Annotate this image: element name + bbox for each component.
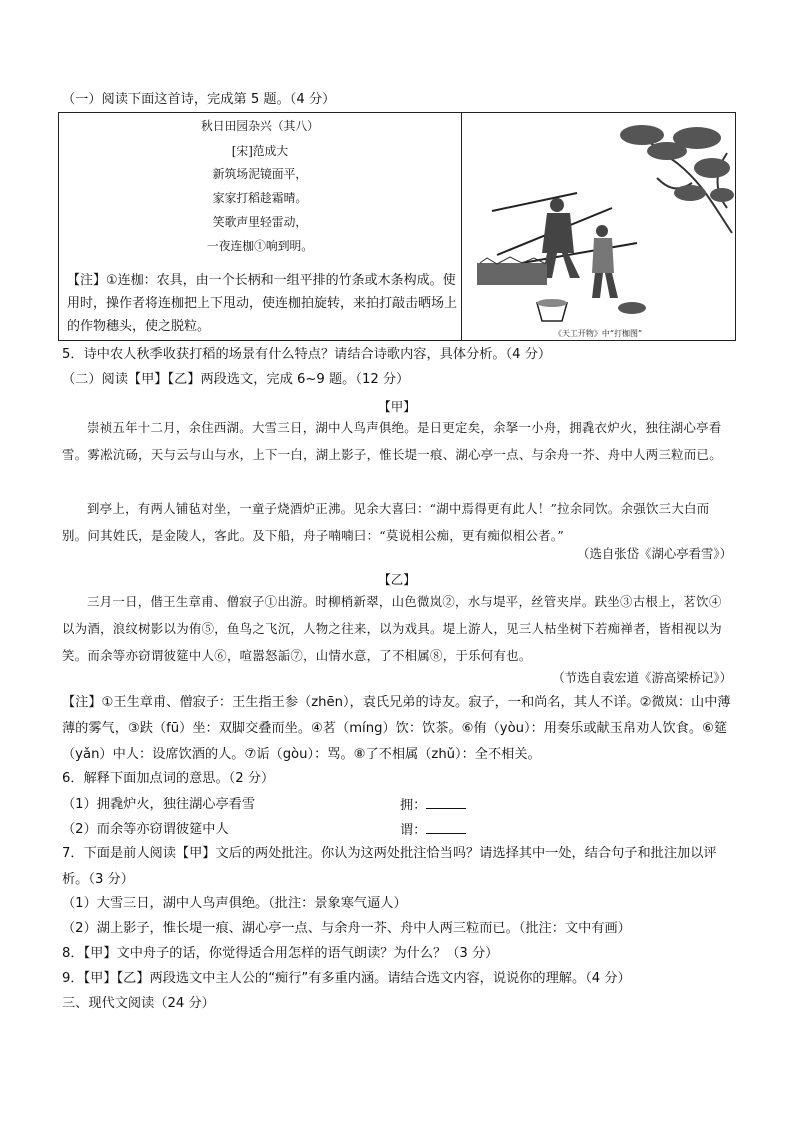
poem-line: 一夜连枷①响到明。 — [206, 239, 314, 253]
question-7: 7．下面是前人阅读【甲】文后的两处批注。你认为这两处批注恰当吗？请选择其中一处，结合句子和批注加以评析。（3 分） — [62, 846, 717, 887]
q6-answer-2 — [400, 821, 466, 840]
illustration — [462, 113, 735, 340]
passage-notes: 【注】①王生章甫、僧寂子：王生指王参（zhēn），袁氏兄弟的诗友。寂子，一和尚名，其人不详。②微岚：山中薄薄的雾气，③趺（fū）坐：双脚交叠而坐。④茗（míng）饮：饮茶。⑥侑（yòu）：用奏乐或献玉帛劝人饮食。⑥筵（yǎn）中人：设席饮酒的人。⑦诟（gòu）：骂。⑧了不相属（zhǔ）：全不相关。 — [62, 695, 731, 762]
passage-jia-p1: 崇祯五年十二月，余住西湖。大雪三日，湖中人鸟声俱绝。是日更定矣，余拏一小舟，拥毳衣炉火，独往湖心亭看雪。雾凇沆砀，天与云与山与水，上下一白，湖上影子，惟长堤一痕、湖心亭一点、与余舟一芥、舟中人两三粒而已。 — [62, 420, 722, 462]
poem-author: [宋]范成大 — [231, 144, 289, 158]
answer-blank[interactable] — [426, 796, 466, 809]
passage-jia-label: 【甲】 — [378, 399, 416, 414]
passage-yi-label: 【乙】 — [378, 572, 416, 587]
section2-heading: （二）阅读【甲】【乙】两段选文，完成 6~9 题。（12 分） — [62, 372, 410, 387]
q6-answer-label: 拥： — [400, 798, 427, 813]
poem-cell — [59, 113, 461, 340]
q7-item-2: （2）湖上影子，惟长堤一痕、湖心亭一点、与余舟一芥、舟中人两三粒而已。（批注：文中有画） — [62, 921, 631, 936]
threshing-illustration — [462, 113, 735, 340]
q6-answer-1 — [400, 796, 466, 815]
answer-blank[interactable] — [426, 821, 466, 834]
poem-title: 秋日田园杂兴（其八） — [201, 119, 319, 133]
question-5: 5．诗中农人秋季收获打稻的场景有什么特点？请结合诗歌内容，具体分析。（4 分） — [62, 347, 552, 362]
poem-line: 新筑场泥镜面平， — [212, 167, 308, 181]
passage-yi-p1: 三月一日，偕王生章甫、僧寂子①出游。时柳梢新翠，山色微岚②，水与堤平，丝管夹岸。趺坐③古根上，茗饮④以为酒，浪纹树影以为侑⑤，鱼鸟之飞沉，人物之往来，以为戏具。堤上游人，见三人枯坐树下若痴禅者，皆相视以为笑。而余等亦窃谓彼筵中人⑥，喧嚣怒詬⑦，山情水意，了不相属⑧，于乐何有也。 — [62, 594, 722, 663]
passage-jia-p2: 到亭上，有两人铺毡对坐，一童子烧酒炉正沸。见余大喜曰：“湖中焉得更有此人！”拉余同饮。余强饮三大白而别。问其姓氏，是金陵人，客此。及下船，舟子喃喃曰：“莫说相公痴，更有痴似相公者。” — [62, 501, 710, 543]
q6-item-2: （2）而余等亦窃谓彼筵中人 — [62, 822, 229, 837]
question-8: 8．【甲】文中舟子的话，你觉得适合用怎样的语气朗读？为什么？（3 分） — [62, 946, 499, 961]
poem-table — [58, 112, 736, 341]
poem-line: 家家打稻趁霜晴。 — [212, 191, 308, 205]
question-9: 9．【甲】【乙】两段选文中主人公的“痴行”有多重内涵。请结合选文内容，说说你的理解。（4 分） — [62, 971, 631, 986]
illustration-caption: 《天工开物》中“打枷图” — [553, 329, 643, 338]
q6-answer-label: 谓： — [400, 823, 427, 838]
section3-heading: 三、现代文阅读（24 分） — [62, 996, 215, 1011]
q6-item-1: （1）拥毳炉火，独往湖心亭看雪 — [62, 797, 256, 812]
poem-note: 【注】①连枷：农具，由一个长柄和一组平排的竹条或木条构成。使用时，操作者将连枷把上下甩动，使连枷拍旋转，来拍打敲击晒场上的作物穗头，使之脱粒。 — [67, 273, 458, 334]
question-6: 6．解释下面加点词的意思。（2 分） — [62, 771, 275, 786]
section1-heading: （一）阅读下面这首诗，完成第 5 题。（4 分） — [62, 92, 336, 107]
passage-yi-source: （节选自袁宏道《游高梁桥记》） — [552, 670, 732, 685]
poem-line: 笑歌声里轻雷动， — [212, 215, 308, 229]
passage-jia-source: （选自张岱《湖心亭看雪》） — [577, 546, 732, 561]
q7-item-1: （1）大雪三日，湖中人鸟声俱绝。（批注：景象寒气逼人） — [62, 896, 407, 911]
